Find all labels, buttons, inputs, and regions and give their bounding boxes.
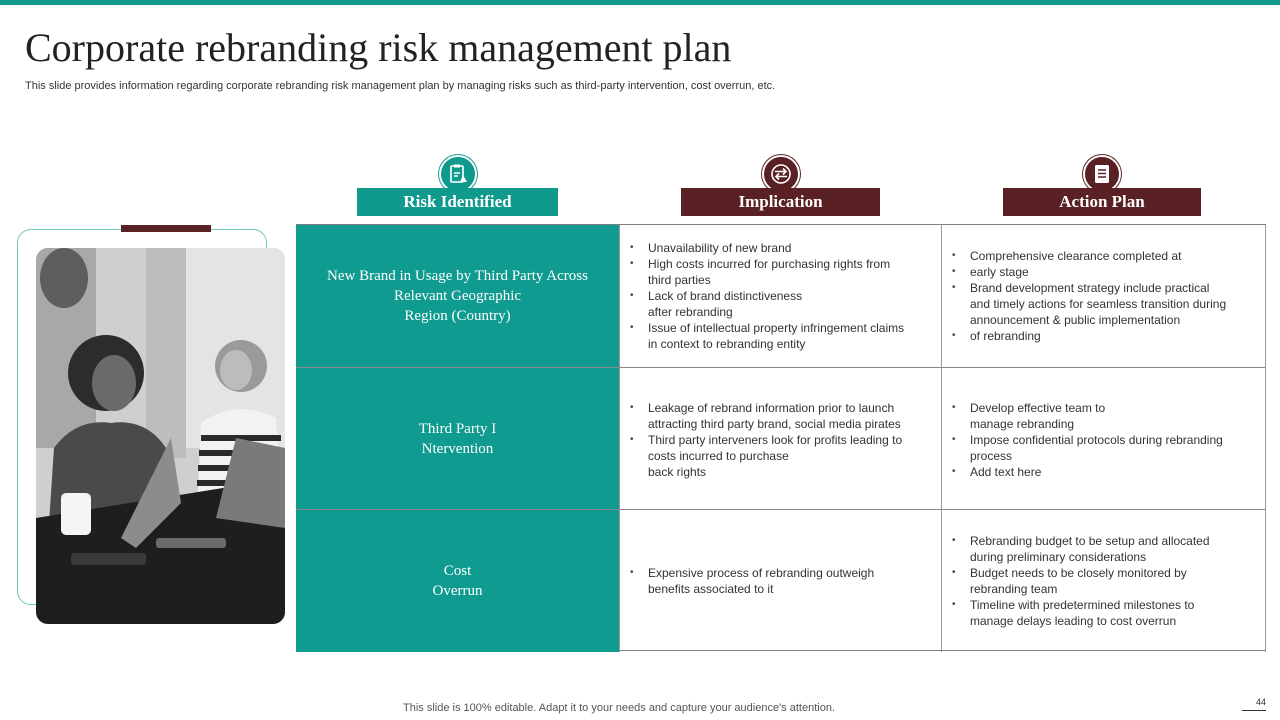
risk-cell: New Brand in Usage by Third Party Across Relevant Geographic Region (Country)	[296, 225, 619, 367]
table-row	[296, 509, 1266, 652]
slide-title: Corporate rebranding risk management plan	[25, 25, 732, 70]
list-item: • Develop effective team to manage rebranding	[950, 400, 1257, 432]
list-item: • Unavailability of new brand	[628, 240, 933, 256]
list-item: • Issue of intellectual property infringement claims in context to rebranding entity	[628, 320, 933, 352]
action-cell	[941, 368, 1266, 510]
list-item: • Brand development strategy include practical and timely actions for seamless transition during announcement & public implementation	[950, 280, 1257, 328]
action-list	[950, 248, 1257, 344]
list-item: • Impose confidential protocols during rebranding process	[950, 432, 1257, 464]
action-list	[950, 533, 1257, 629]
implication-list	[628, 400, 933, 480]
implication-cell	[619, 368, 941, 510]
header-implication: Implication	[681, 188, 880, 216]
list-item: • early stage	[950, 264, 1257, 280]
footer-note: This slide is 100% editable. Adapt it to your needs and capture your audience's attention.	[403, 702, 835, 714]
implication-cell	[619, 510, 941, 652]
list-item: • Comprehensive clearance completed at	[950, 248, 1257, 264]
team-meeting-photo	[36, 248, 285, 624]
top-accent-bar	[0, 0, 1280, 5]
header-risk-identified: Risk Identified	[357, 188, 558, 216]
list-item: • Lack of brand distinctiveness after rebranding	[628, 288, 933, 320]
photo-accent-bar	[121, 225, 211, 232]
page-number: 44	[1242, 697, 1266, 711]
list-item: • Budget needs to be closely monitored by rebranding team	[950, 565, 1257, 597]
list-item: • Add text here	[950, 464, 1257, 480]
list-item: • Leakage of rebrand information prior to launch attracting third party brand, social media pirates	[628, 400, 933, 432]
risk-table	[296, 224, 1266, 651]
risk-cell: Third Party I Ntervention	[296, 368, 619, 510]
list-item: • Rebranding budget to be setup and allocated during preliminary considerations	[950, 533, 1257, 565]
list-item: • Third party interveners look for profits leading to costs incurred to purchase back rights	[628, 432, 933, 480]
list-item: • High costs incurred for purchasing rights from third parties	[628, 256, 933, 288]
implication-list	[628, 565, 933, 597]
list-item: • Timeline with predetermined milestones to manage delays leading to cost overrun	[950, 597, 1257, 629]
implication-cell	[619, 225, 941, 367]
header-action-plan: Action Plan	[1003, 188, 1201, 216]
table-row	[296, 225, 1266, 367]
action-list	[950, 400, 1257, 480]
list-item: • Expensive process of rebranding outweigh benefits associated to it	[628, 565, 933, 597]
action-cell	[941, 510, 1266, 652]
slide-subtitle: This slide provides information regarding corporate rebranding risk management plan by managing risks such as third-party intervention, cost overrun, etc.	[25, 80, 776, 92]
implication-list	[628, 240, 933, 352]
list-item: • of rebranding	[950, 328, 1257, 344]
risk-cell: Cost Overrun	[296, 510, 619, 652]
table-row	[296, 367, 1266, 510]
action-cell	[941, 225, 1266, 367]
